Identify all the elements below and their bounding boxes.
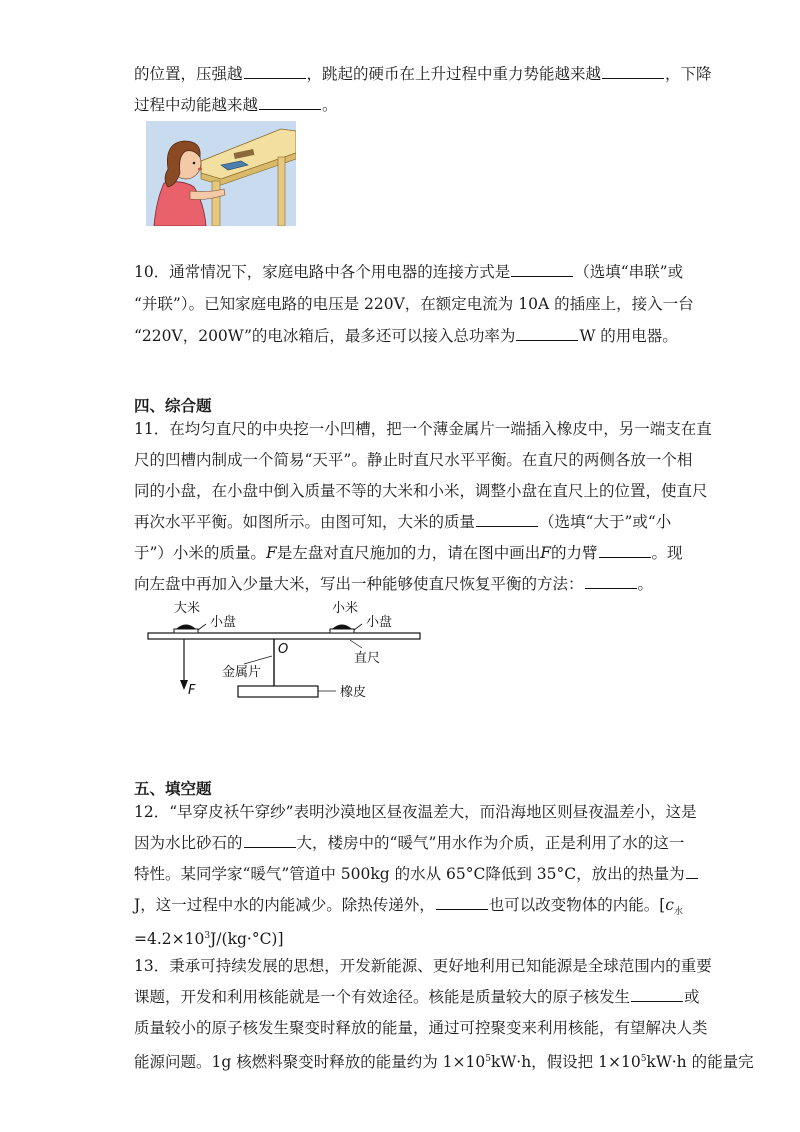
girl-blowing-coin-illustration [146, 121, 296, 226]
label-dami: 大米 [174, 601, 201, 616]
q9-line-1: 的位置，压强越 ，跳起的硬币在上升过程中重力势能越来越 ，下降 [134, 65, 712, 83]
answer-blank[interactable] [244, 833, 296, 848]
q10-line-3: “220V，200W”的电冰箱后，最多还可以接入总功率为 W 的用电器。 [134, 327, 678, 345]
q11-line-3: 同的小盘，在小盘中倒入质量不等的大米和小米，调整小盘在直尺上的位置，使直尺 [134, 482, 708, 500]
q11-line-6: 向左盘中再加入少量大米，写出一种能够使直尺恢复平衡的方法： 。 [134, 575, 654, 593]
answer-blank[interactable] [686, 864, 698, 879]
q13-line-3: 质量较小的原子核发生聚变时释放的能量，通过可控聚变来利用核能，有望解决人类 [134, 1019, 708, 1037]
label-xiaopan-left: 小盘 [210, 615, 237, 630]
q12-line-1: 12．“早穿皮袄午穿纱”表明沙漠地区昼夜温差大，而沿海地区则昼夜温差小，这是 [134, 803, 697, 821]
q13-line-1: 13．秉承可持续发展的思想，开发新能源、更好地利用已知能源是全球范围内的重要 [134, 957, 712, 975]
label-xiaomi: 小米 [332, 601, 359, 616]
right-dish [330, 629, 354, 633]
force-arrowhead [180, 680, 188, 690]
q10-line-2: “并联”）。已知家庭电路的电压是 220V，在额定电流为 10A 的插座上，接入一台 [134, 295, 694, 313]
answer-blank[interactable] [599, 543, 651, 558]
label-ruler: 直尺 [354, 651, 381, 666]
answer-blank[interactable] [511, 262, 573, 277]
answer-blank[interactable] [476, 512, 538, 527]
q9-line-2: 过程中动能越来越 。 [134, 96, 338, 114]
left-dish [174, 629, 198, 633]
answer-blank[interactable] [244, 64, 306, 79]
answer-blank[interactable] [259, 95, 321, 110]
label-metal-piece: 金属片 [222, 665, 262, 680]
q12-line-4: J，这一过程中水的内能减少。除热传递外， 也可以改变物体的内能。[$c_水$ [134, 896, 683, 918]
q12-line-3: 特性。某同学家“暖气”管道中 500kg 的水从 65°C降低到 35°C，放出的热量为 [134, 864, 699, 884]
q12-line-2: 因为水比砂石的 大，楼房中的“暖气”用水作为介质，正是利用了水的这一 [134, 834, 685, 852]
q11-line-5: 于”）小米的质量。F是左盘对直尺施加的力，请在图中画出F的力臂 。现 [134, 544, 683, 562]
label-eraser: 橡皮 [340, 685, 367, 700]
eraser [238, 686, 318, 697]
label-force: F [188, 683, 196, 698]
ruler-balance-diagram [140, 596, 440, 706]
q12-line-5: $=4.2\times 10^3J/(kg\cdot^\circ C)$] [134, 930, 284, 948]
answer-blank[interactable] [436, 895, 488, 910]
section-title: 五、填空题 [134, 780, 212, 798]
q13-line-2: 课题，开发和利用核能就是一个有效途径。核能是质量较大的原子核发生 或 [134, 988, 700, 1006]
q13-line-4: 能源问题。1g 核燃料聚变时释放的能量约为 $1\times 10^5kW\cdot h$，假设把 $1\times 10^5kW\cdot h$ 的能量完 [134, 1053, 754, 1071]
q11-line-2: 尺的凹槽内制成一个简易“天平”。静止时直尺水平平衡。在直尺的两侧各放一个相 [134, 451, 693, 469]
answer-blank[interactable] [602, 64, 664, 79]
answer-blank[interactable] [585, 574, 637, 589]
answer-blank[interactable] [516, 326, 578, 341]
q11-line-4: 再次水平平衡。如图所示。由图可知，大米的质量 （选填“大于”或“小 [134, 513, 672, 531]
label-xiaopan-right: 小盘 [366, 615, 393, 630]
q10-line-1: 10．通常情况下，家庭电路中各个用电器的连接方式是 （选填“串联”或 [134, 263, 684, 281]
rice-pile-left [176, 625, 196, 630]
section-title: 四、综合题 [134, 397, 212, 415]
millet-pile-right [332, 625, 352, 630]
q11-line-1: 11．在均匀直尺的中央挖一小凹槽，把一个薄金属片一端插入橡皮中，另一端支在直 [134, 420, 712, 438]
label-pivot: O [278, 642, 289, 657]
answer-blank[interactable] [631, 987, 683, 1002]
ruler [148, 633, 420, 639]
